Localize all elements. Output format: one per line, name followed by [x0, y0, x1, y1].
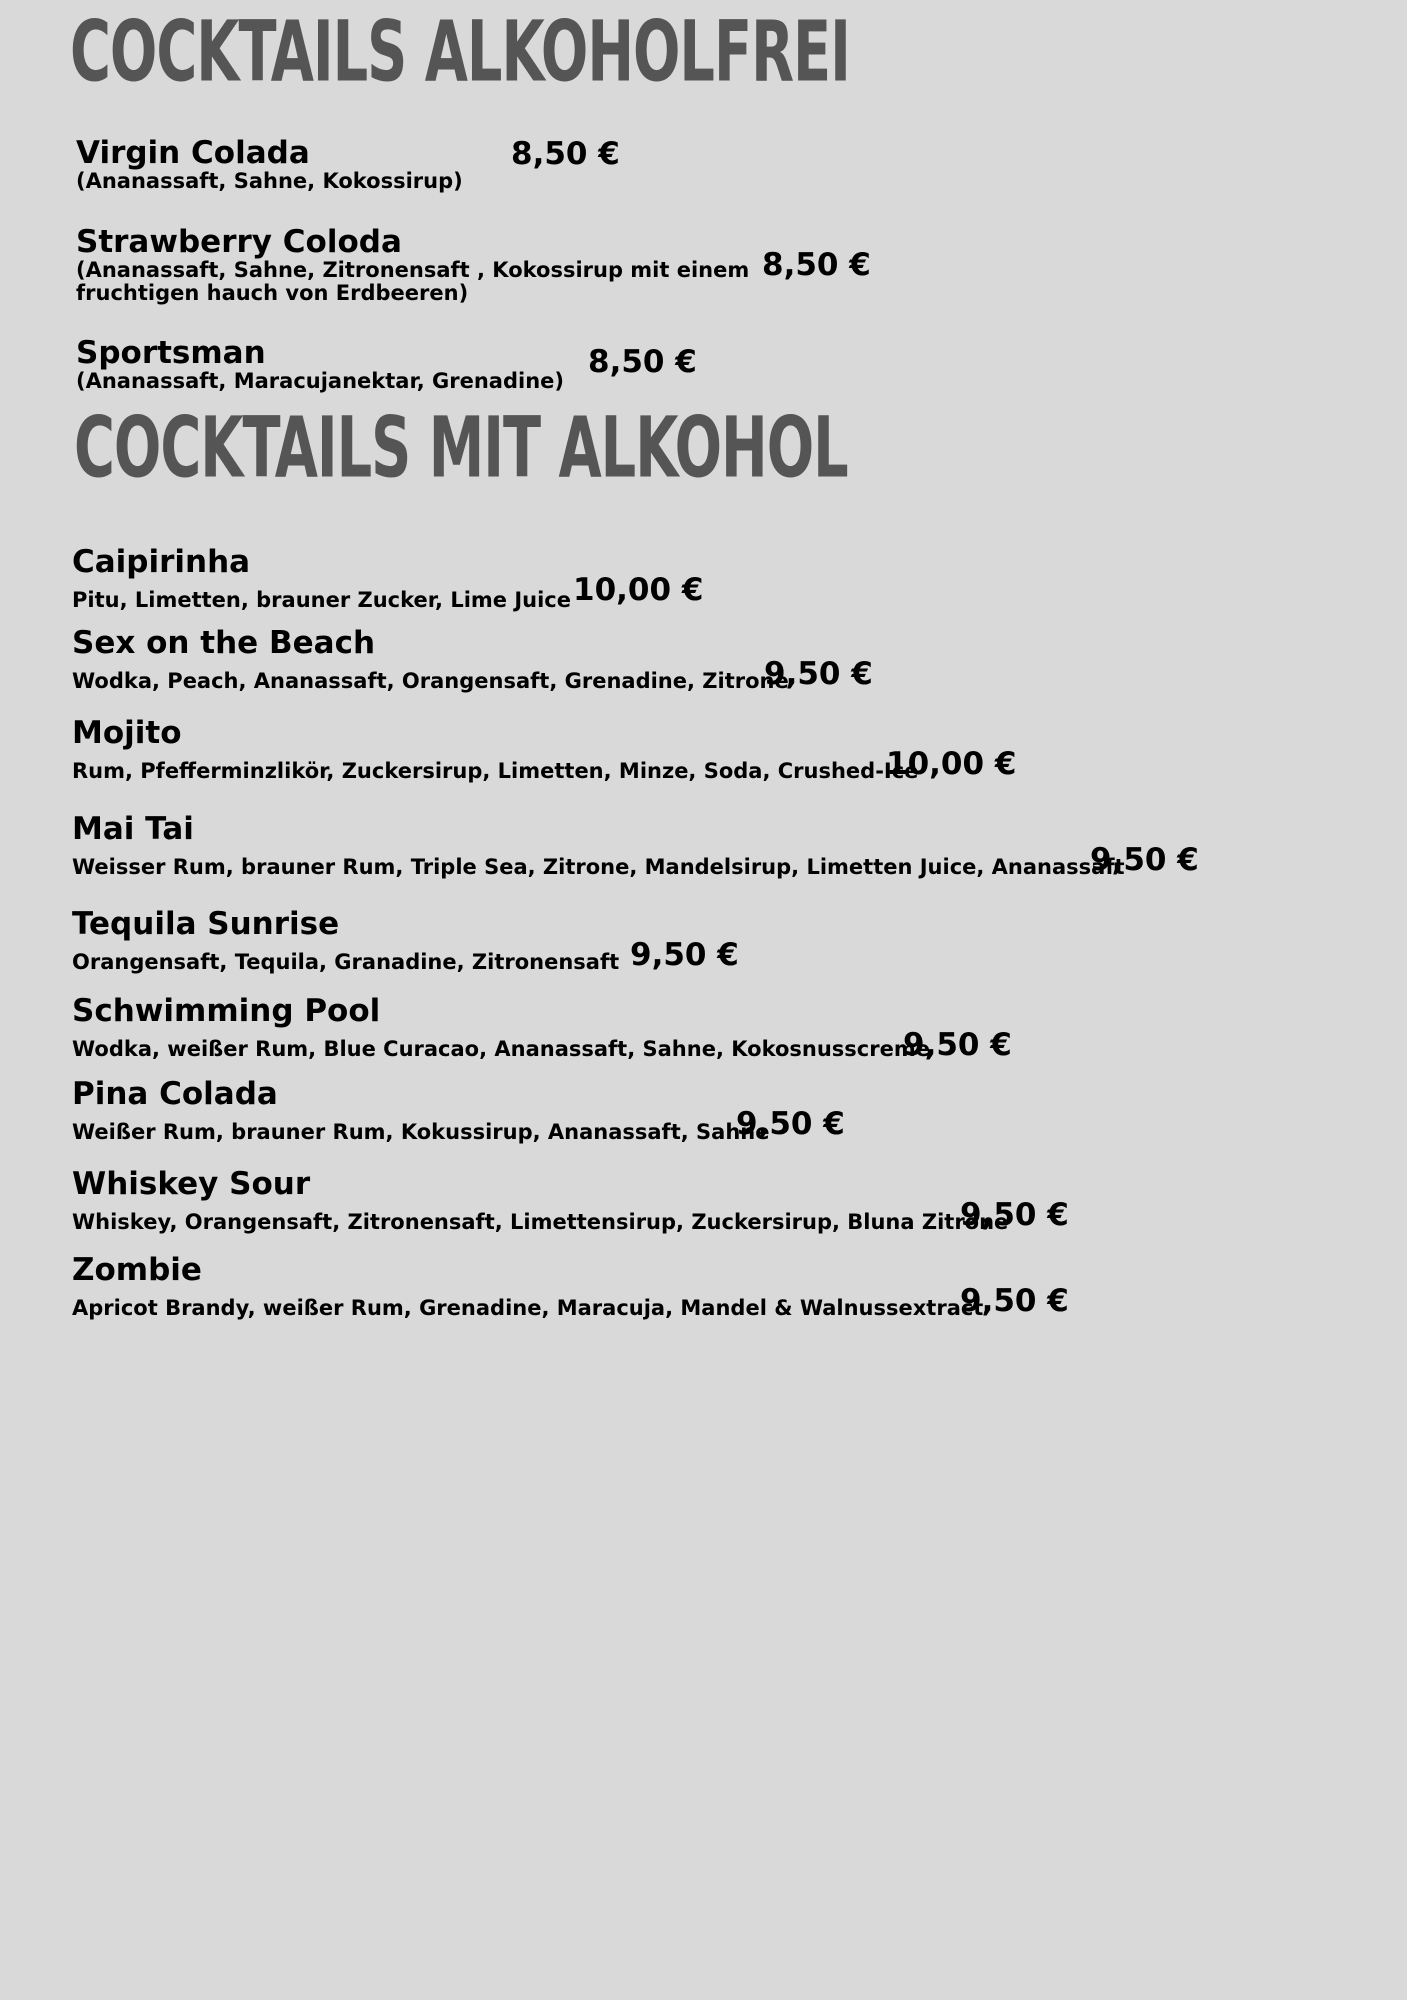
item-price: 8,50 €: [588, 344, 697, 380]
item-price: 9,50 €: [1090, 842, 1199, 878]
item-price: 8,50 €: [511, 136, 620, 172]
item-price: 9,50 €: [764, 656, 873, 692]
item-description: Pitu, Limetten, brauner Zucker, Lime Juice: [72, 588, 571, 612]
item-description: Apricot Brandy, weißer Rum, Grenadine, Maracuja, Mandel & Walnussextract: [72, 1296, 984, 1320]
item-name: Zombie: [72, 1252, 202, 1288]
item-description: Wodka, weißer Rum, Blue Curacao, Ananassaft, Sahne, Kokosnusscreme: [72, 1037, 930, 1061]
item-description: Orangensaft, Tequila, Granadine, Zitronensaft: [72, 950, 620, 974]
item-name: Mai Tai: [72, 811, 194, 847]
section-title-mit-alkohol: COCKTAILS MIT ALKOHOL: [74, 398, 848, 497]
item-description: Whiskey, Orangensaft, Zitronensaft, Limettensirup, Zuckersirup, Bluna Zitrone: [72, 1210, 1009, 1234]
item-name: Pina Colada: [72, 1076, 278, 1112]
item-name: Mojito: [72, 715, 182, 751]
item-name: Whiskey Sour: [72, 1166, 311, 1202]
item-description: Weißer Rum, brauner Rum, Kokussirup, Ananassaft, Sahne: [72, 1120, 770, 1144]
item-name: Tequila Sunrise: [72, 906, 340, 942]
item-price: 9,50 €: [903, 1027, 1012, 1063]
item-name: Virgin Colada: [76, 135, 310, 171]
item-name: Sex on the Beach: [72, 625, 376, 661]
item-price: 8,50 €: [762, 247, 871, 283]
item-price: 9,50 €: [630, 937, 739, 973]
item-description: (Ananassaft, Sahne, Kokossirup): [76, 169, 463, 193]
item-description: Rum, Pfefferminzlikör, Zuckersirup, Limetten, Minze, Soda, Crushed-Ice: [72, 759, 919, 783]
item-price: 9,50 €: [960, 1197, 1069, 1233]
item-description: (Ananassaft, Maracujanektar, Grenadine): [76, 369, 564, 393]
item-description: Wodka, Peach, Ananassaft, Orangensaft, Grenadine, Zitrone: [72, 669, 789, 693]
item-name: Strawberry Coloda: [76, 224, 402, 260]
item-description: fruchtigen hauch von Erdbeeren): [76, 281, 469, 305]
item-name: Schwimming Pool: [72, 993, 381, 1029]
item-price: 9,50 €: [736, 1106, 845, 1142]
section-title-alkoholfrei: COCKTAILS ALKOHOLFREI: [70, 2, 850, 101]
item-price: 10,00 €: [573, 572, 704, 608]
item-price: 10,00 €: [886, 746, 1017, 782]
item-description: Weisser Rum, brauner Rum, Triple Sea, Zitrone, Mandelsirup, Limetten Juice, Ananassaft: [72, 855, 1125, 879]
item-description: (Ananassaft, Sahne, Zitronensaft , Kokossirup mit einem: [76, 258, 750, 282]
item-name: Caipirinha: [72, 544, 251, 580]
item-price: 9,50 €: [960, 1283, 1069, 1319]
item-name: Sportsman: [76, 335, 266, 371]
